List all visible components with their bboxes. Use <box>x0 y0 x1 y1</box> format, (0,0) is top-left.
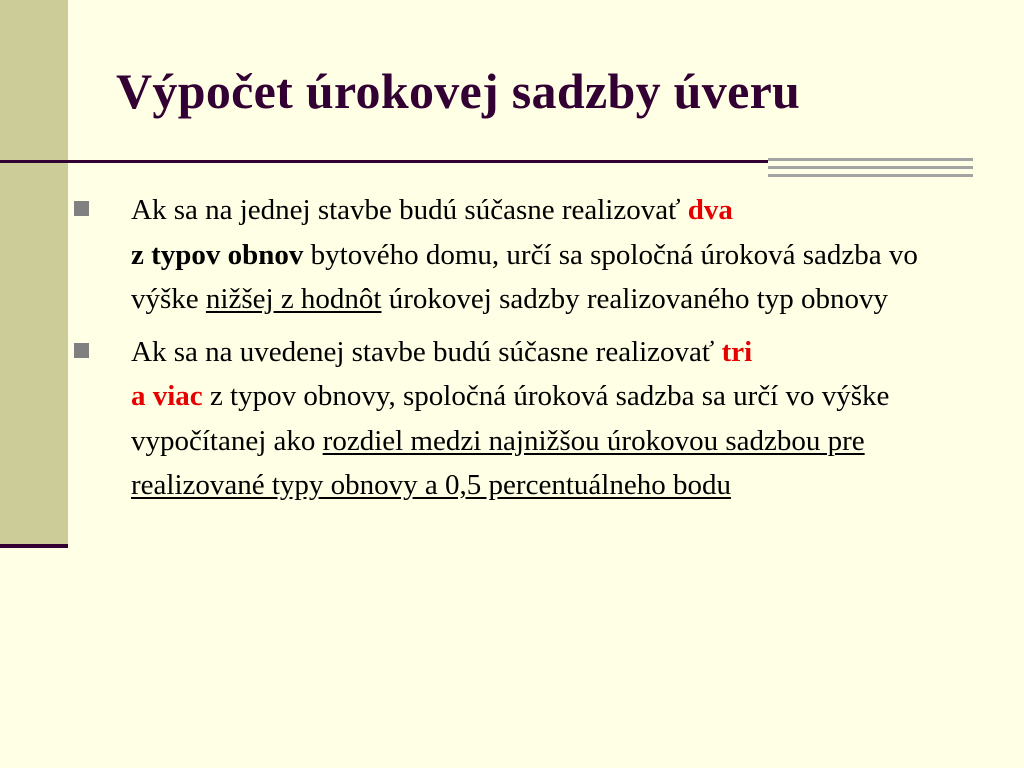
bullet-text: úrokovej sadzby realizovaného typ obnovy <box>381 283 889 315</box>
bullet-item-two-types <box>0 188 1024 322</box>
bullet-text: z typov obnovy, spoločná úroková sadzba sa určí vo výške vypočítanej ako <box>131 380 890 457</box>
left-band-rule <box>0 544 68 548</box>
underlined-text: rozdiel medzi najnižšou úrokovou sadzbou pre realizované typy obnovy a 0,5 percentuálneho bodu <box>131 424 865 501</box>
decorative-line <box>768 166 973 169</box>
bullet-text: bytového domu, určí sa spoločná úroková sadzba vo výške <box>131 238 918 315</box>
emphasis-count: a viac <box>131 380 203 412</box>
bullet-item-three-or-more-types <box>0 330 1024 508</box>
emphasis-text: z typov obnov <box>131 238 304 271</box>
slide-title: Výpočet úrokovej sadzby úveru <box>116 63 801 119</box>
underlined-text: nižšej z hodnôt <box>205 283 382 315</box>
bullet-text: Ak sa na jednej stavbe budú súčasne realizovať <box>131 194 688 226</box>
square-bullet-icon <box>74 343 89 358</box>
decorative-line <box>768 158 973 161</box>
bullet-text: Ak sa na uvedenej stavbe budú súčasne realizovať <box>131 335 722 368</box>
decorative-line <box>768 174 973 177</box>
square-bullet-icon <box>74 201 89 216</box>
title-underline-rule <box>0 160 768 163</box>
bullet-list <box>0 188 1024 508</box>
emphasis-count: tri <box>721 335 753 368</box>
emphasis-count: dva <box>687 194 733 226</box>
